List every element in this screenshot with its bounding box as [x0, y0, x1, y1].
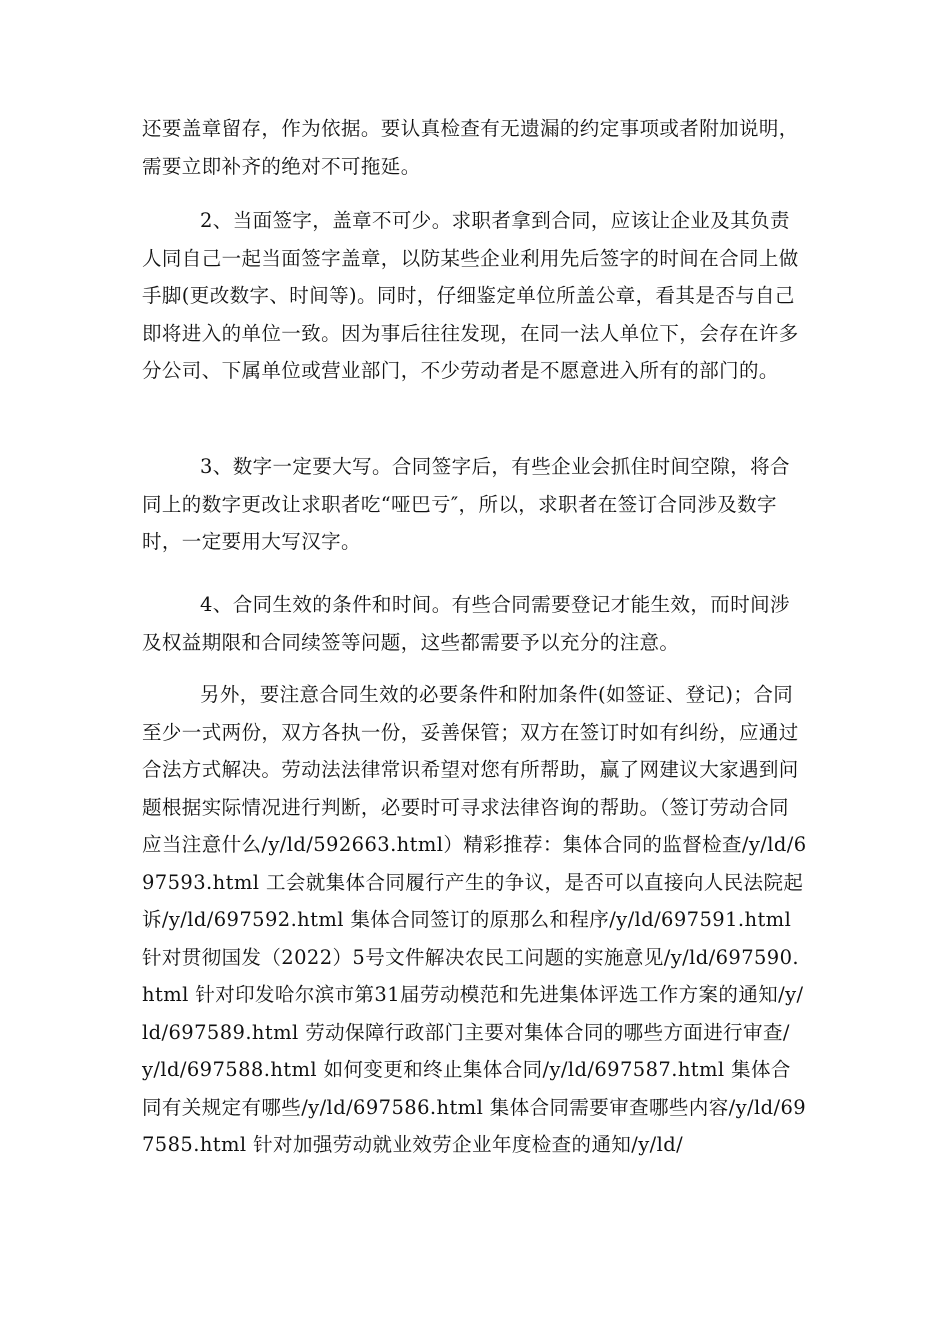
paragraph-effective-conditions: 4、合同生效的条件和时间。有些合同需要登记才能生效，而时间涉及权益期限和合同续签等问题，这些都需要予以充分的注意。 — [142, 593, 790, 654]
paragraph-sign-in-person: 2、当面签字，盖章不可少。求职者拿到合同，应该让企业及其负责人同自己一起当面签字盖章，以防某些企业利用先后签字的时间在合同上做手脚(更改数字、时间等)。同时，仔细鉴定单位所盖公章，看其是否与自己即将进入的单位一致。因为事后往往发现，在同一法人单位下，会存在许多分公司、下属单位或营业部门，不少劳动者是不愿意进入所有的部门的。 — [142, 209, 799, 382]
paragraph-additional-notes: 另外，要注意合同生效的必要条件和附加条件(如签证、登记)；合同至少一式两份，双方各执一份，妥善保管；双方在签订时如有纠纷，应通过合法方式解决。劳动法法律常识希望对您有所帮助，赢了网建议大家遇到问题根据实际情况进行判断，必要时可寻求法律咨询的帮助。（签订劳动合同应当注意什么/y/ld/592663.html）精彩推荐：集体合同的监督检查/y/ld/697593.html 工会就集体合同履行产生的争议，是否可以直接向人民法院起诉/y/ld/697592.html 集体合同签订的原那么和程序/y/ld/697591.html 针对贯彻国发（2022）5号文件解决农民工问题的实施意见/y/ld/697590.html 针对印发哈尔滨市第31届劳动模范和先进集体评选工作方案的通知/y/ld/697589.html 劳动保障行政部门主要对集体合同的哪些方面进行审查/y/ld/697588.html 如何变更和终止集体合同/y/ld/697587.html 集体合同有关规定有哪些/y/ld/697586.html 集体合同需要审查哪些内容/y/ld/697585.html 针对加强劳动就业效劳企业年度检查的通知/y/ld/ — [142, 683, 807, 1156]
paragraph-continuation: 还要盖章留存，作为依据。要认真检查有无遗漏的约定事项或者附加说明，需要立即补齐的绝对不可拖延。 — [142, 117, 799, 178]
paragraph-uppercase-numbers: 3、数字一定要大写。合同签字后，有些企业会抓住时间空隙，将合同上的数字更改让求职者吃“哑巴亏″，所以，求职者在签订合同涉及数字时，一定要用大写汉字。 — [142, 455, 790, 553]
